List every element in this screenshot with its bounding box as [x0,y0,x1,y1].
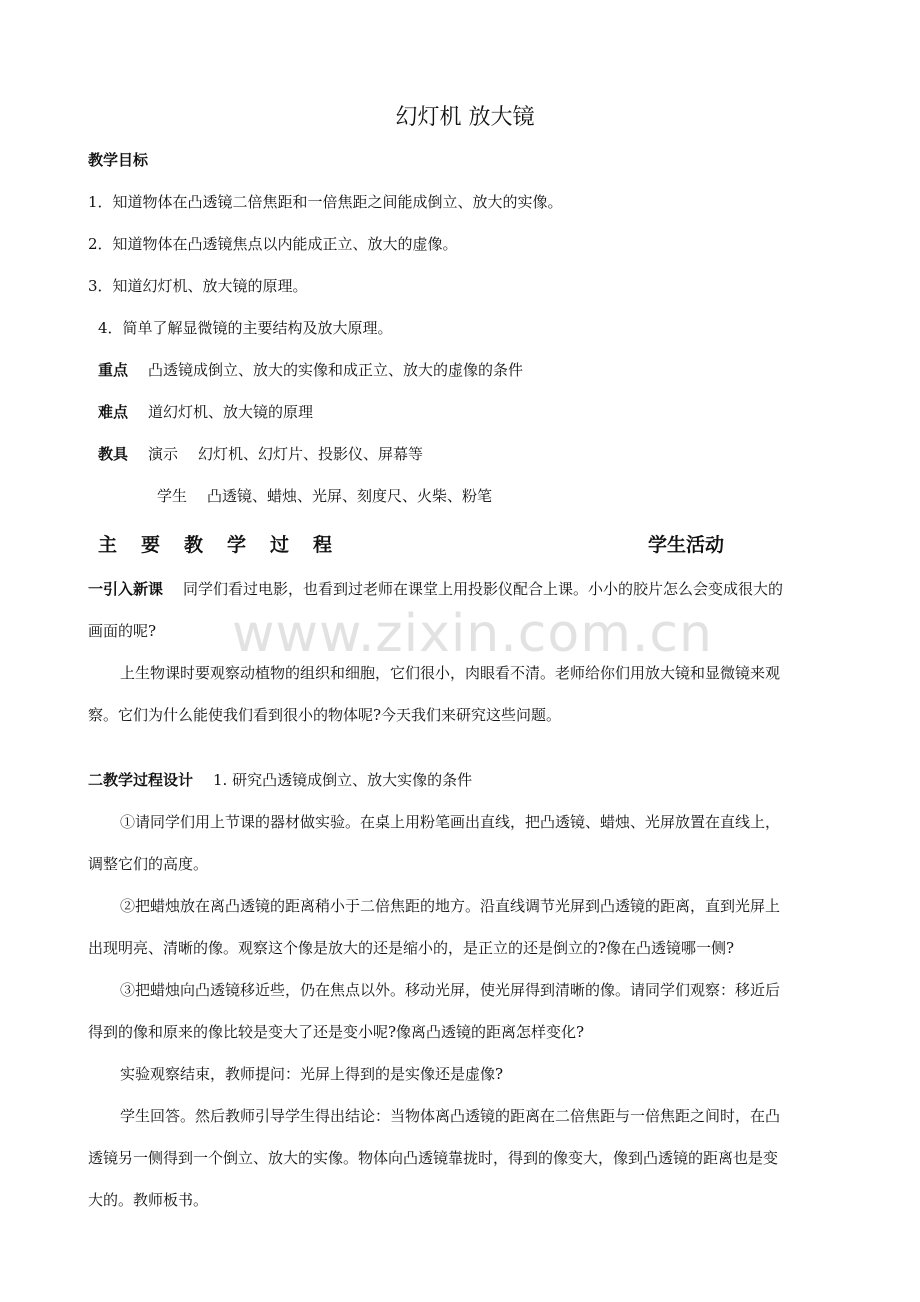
intro-para2-line-2: 察。它们为什么能使我们看到很小的物体呢?今天我们来研究这些问题。 [88,706,562,724]
step-1-line-1: ①请同学们用上节课的器材做实验。在桌上用粉笔画出直线，把凸透镜、蜡烛、光屏放置在直线上， [120,813,781,831]
student-materials-row [157,486,492,506]
intro-para2-line-1: 上生物课时要观察动植物的组织和细胞，它们很小，肉眼看不清。老师给你们用放大镜和显微镜来观 [120,664,781,682]
objectives-heading: 教学目标 [88,151,149,169]
step-2-line-1: ②把蜡烛放在离凸透镜的距离稍小于二倍焦距的地方。沿直线调节光屏到凸透镜的距离，直到光屏上 [120,897,781,915]
materials-row [98,444,423,464]
materials-label: 教具 [98,445,129,463]
conclusion-line-2: 透镜另一侧得到一个倒立、放大的实像。物体向凸透镜靠拢时，得到的像变大，像到凸透镜的距离也是变 [88,1149,779,1167]
question-line: 实验观察结束，教师提问：光屏上得到的是实像还是虚像? [120,1065,504,1083]
key-point-label: 重点 [98,361,129,379]
objective-1: 1．知道物体在凸透镜二倍焦距和一倍焦距之间能成倒立、放大的实像。 [88,193,563,211]
demo-text: 幻灯机、幻灯片、投影仪、屏幕等 [198,445,424,463]
intro-label: 一引入新课 [88,580,164,598]
conclusion-line-1: 学生回答。然后教师引导学生得出结论：当物体离凸透镜的距离在二倍焦距与一倍焦距之间时，在凸 [120,1107,781,1125]
process-heading: 主要教学过程 [98,534,357,556]
step-1-line-2: 调整它们的高度。 [88,855,209,873]
intro-text: 同学们看过电影，也看到过老师在课堂上用投影仪配合上课。小小的胶片怎么会变成很大的 [183,580,784,598]
student-label: 学生 [157,487,188,505]
step-2-line-2: 出现明亮、清晰的像。观察这个像是放大的还是缩小的，是正立的还是倒立的?像在凸透镜哪一侧? [88,939,735,957]
key-point-row [98,360,523,380]
difficulty-label: 难点 [98,403,129,421]
activity-heading: 学生活动 [648,534,725,556]
key-point-text: 凸透镜成倒立、放大的实像和成正立、放大的虚像的条件 [148,361,524,379]
intro-line-2: 画面的呢? [88,622,157,640]
step-3-line-2: 得到的像和原来的像比较是变大了还是变小呢?像离凸透镜的距离怎样变化? [88,1023,585,1041]
step-3-line-1: ③把蜡烛向凸透镜移近些，仍在焦点以外。移动光屏，使光屏得到清晰的像。请同学们观察：移近后 [120,981,781,999]
difficulty-row [98,402,313,422]
watermark: www.zixin.com.cn [232,604,713,664]
objective-2: 2．知道物体在凸透镜焦点以内能成正立、放大的虚像。 [88,235,458,253]
design-line [88,770,472,790]
objective-3: 3．知道幻灯机、放大镜的原理。 [88,277,308,295]
demo-label: 演示 [148,445,179,463]
page-title: 幻灯机 放大镜 [395,105,535,130]
design-subtitle: 1. 研究凸透镜成倒立、放大实像的条件 [213,771,473,789]
student-text: 凸透镜、蜡烛、光屏、刻度尺、火柴、粉笔 [207,487,493,505]
conclusion-line-3: 大的。教师板书。 [88,1191,209,1209]
objective-4: 4．简单了解显微镜的主要结构及放大原理。 [98,319,393,337]
intro-line-1 [88,579,783,599]
difficulty-text: 道幻灯机、放大镜的原理 [148,403,314,421]
design-label: 二教学过程设计 [88,771,194,789]
